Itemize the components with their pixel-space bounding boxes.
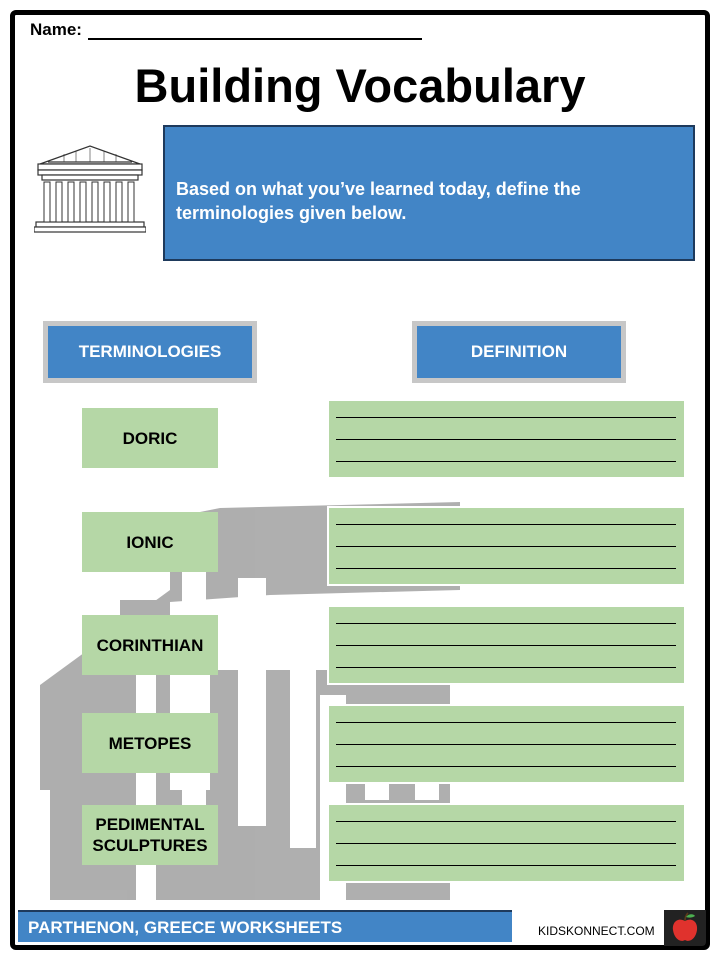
term-ionic: IONIC [82, 512, 218, 572]
terminologies-header [43, 321, 257, 383]
name-field [30, 20, 422, 40]
answer-line [336, 766, 676, 767]
answer-line [336, 568, 676, 569]
answer-line [336, 439, 676, 440]
answer-line [336, 417, 676, 418]
answer-line [336, 546, 676, 547]
term-corinthian: CORINTHIAN [82, 615, 218, 675]
definition-box-doric[interactable] [327, 399, 686, 479]
instructions-text: Based on what you’ve learned today, define the terminologies given below. [176, 179, 581, 223]
definition-box-corinthian[interactable] [327, 605, 686, 685]
name-label: Name: [30, 20, 82, 39]
answer-line [336, 461, 676, 462]
definition-box-ionic[interactable] [327, 506, 686, 586]
answer-line [336, 667, 676, 668]
definition-box-metopes[interactable] [327, 704, 686, 784]
apple-logo [664, 910, 706, 946]
definition-header [412, 321, 626, 383]
footer-site: KIDSKONNECT.COM [538, 924, 655, 938]
answer-line [336, 524, 676, 525]
definition-box-pedimental-sculptures[interactable] [327, 803, 686, 883]
answer-line [336, 645, 676, 646]
apple-logo-icon [664, 910, 706, 946]
page-title: Building Vocabulary [134, 59, 586, 112]
answer-line [336, 744, 676, 745]
definition-header-label: DEFINITION [417, 326, 621, 378]
answer-line [336, 623, 676, 624]
answer-line [336, 865, 676, 866]
name-blank-line[interactable] [88, 20, 422, 40]
instructions-box [163, 125, 695, 261]
term-metopes: METOPES [82, 713, 218, 773]
term-pedimental-sculptures: PEDIMENTAL SCULPTURES [82, 805, 218, 865]
footer-title: PARTHENON, GREECE WORKSHEETS [18, 910, 512, 942]
answer-line [336, 722, 676, 723]
answer-line [336, 821, 676, 822]
term-doric: DORIC [82, 408, 218, 468]
answer-line [336, 843, 676, 844]
greek-temple-icon [34, 142, 146, 234]
terminologies-header-label: TERMINOLOGIES [48, 326, 252, 378]
